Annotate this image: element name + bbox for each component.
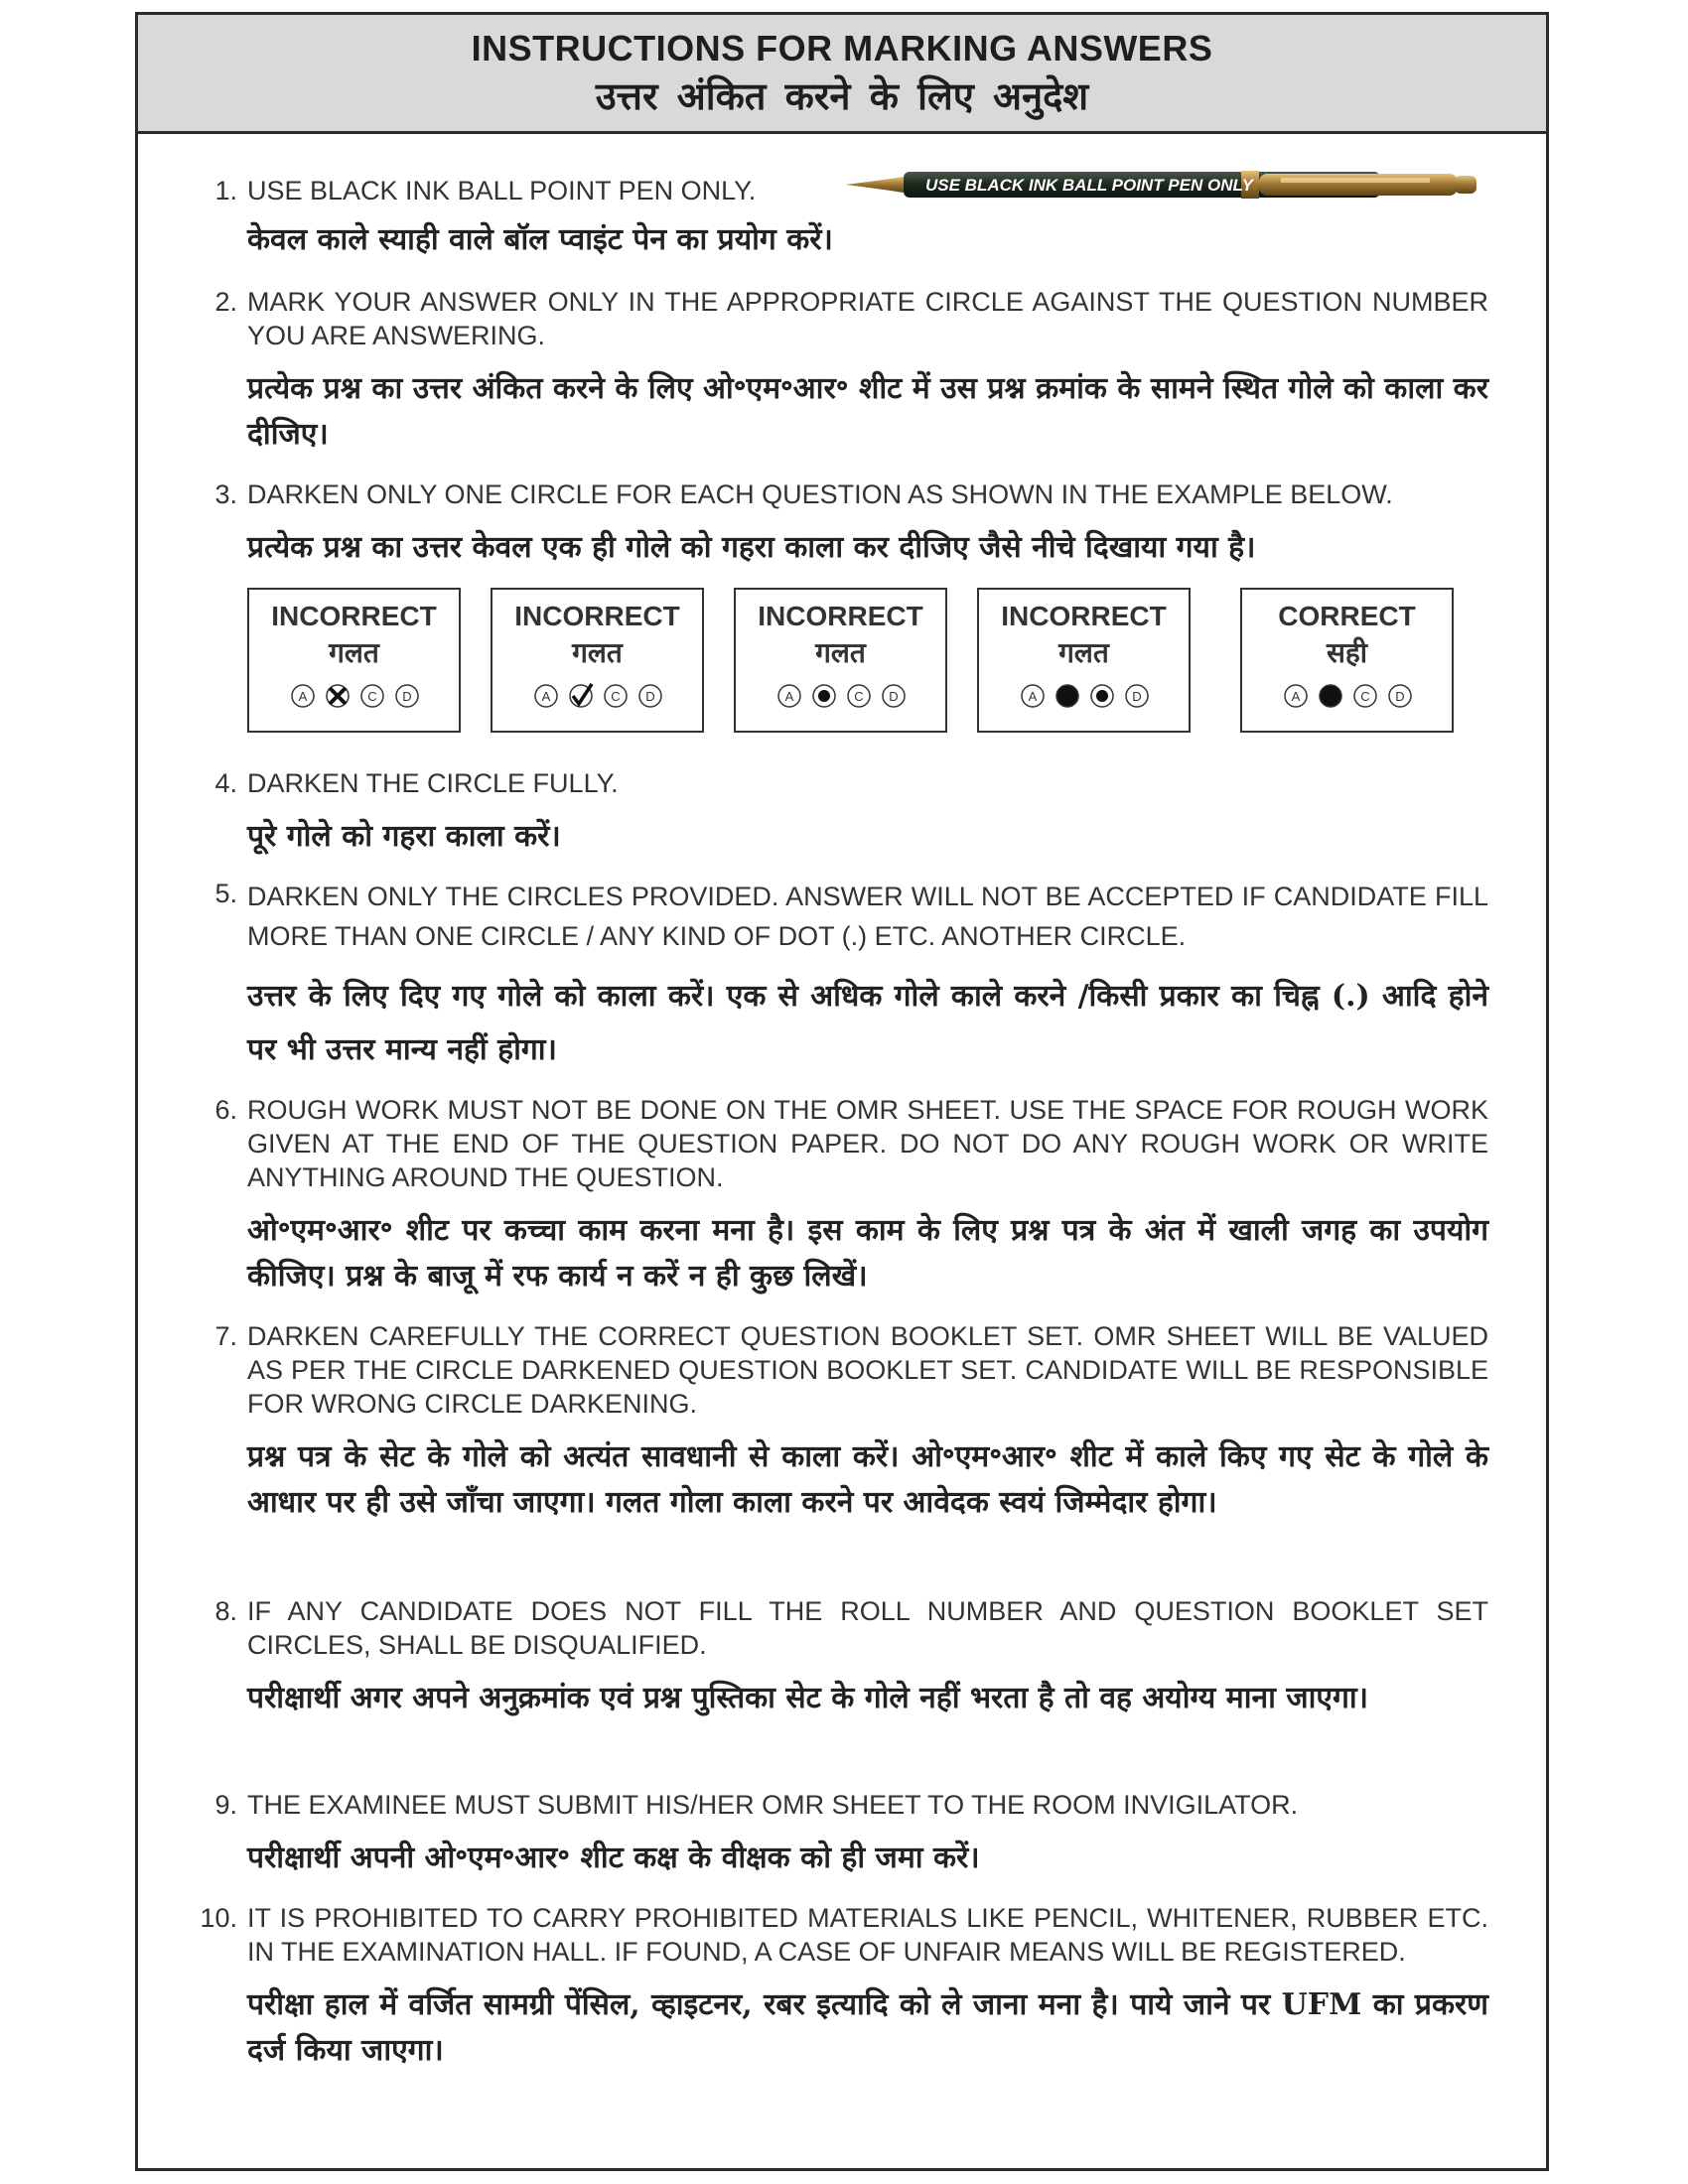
instruction-text-hi: प्रत्येक प्रश्न का उत्तर अंकित करने के लिए ओ॰एम॰आर॰ शीट में उस प्रश्न क्रमांक के सामने स्थित गोले को काला कर दीजिए।	[247, 371, 1488, 452]
answer-bubbles	[285, 681, 424, 711]
example-box	[977, 588, 1191, 733]
answer-bubbles	[1015, 681, 1154, 711]
item-number: 7.	[214, 1321, 237, 1351]
svg-text:C: C	[610, 689, 621, 704]
bubble-a	[778, 685, 800, 707]
svg-text:D: D	[401, 689, 412, 704]
svg-text:A: A	[541, 689, 550, 704]
answer-bubbles	[772, 681, 911, 711]
bubble-d	[396, 685, 418, 707]
bubble-c	[848, 685, 870, 707]
item-number: 4.	[214, 768, 237, 798]
instruction-item-3	[198, 478, 1488, 571]
bubble-c	[361, 685, 383, 707]
item-number: 2.	[214, 287, 237, 317]
bubble-b	[1320, 685, 1341, 707]
instruction-text-en: DARKEN ONLY ONE CIRCLE FOR EACH QUESTION AS SHOWN IN THE EXAMPLE BELOW.	[247, 479, 1393, 509]
dot-mark-icon	[1096, 690, 1108, 702]
instruction-item-5	[198, 877, 1488, 1077]
pen-label: USE BLACK INK BALL POINT PEN ONLY	[925, 176, 1253, 195]
svg-text:C: C	[1359, 689, 1370, 704]
instruction-text-hi: पूरे गोले को गहरा काला करें।	[247, 819, 561, 854]
svg-text:A: A	[298, 689, 307, 704]
bubble-b	[813, 685, 835, 707]
instruction-item-6	[198, 1093, 1488, 1299]
header	[138, 15, 1546, 134]
bubble-c	[1354, 685, 1376, 707]
example-label-hindi: गलत	[329, 636, 379, 669]
svg-text:C: C	[366, 689, 377, 704]
item-number: 9.	[214, 1790, 237, 1820]
example-label-hindi: गलत	[572, 636, 623, 669]
example-box	[1240, 588, 1454, 733]
example-box	[247, 588, 461, 733]
example-label: INCORRECT	[271, 601, 437, 631]
bubble-a	[535, 685, 557, 707]
example-label: INCORRECT	[514, 601, 680, 631]
instruction-text-hi: प्रश्न पत्र के सेट के गोले को अत्यंत सावधानी से काला करें। ओ॰एम॰आर॰ शीट में काले किए गए सेट के गोले के आधार पर ही उसे जाँचा जाएगा। गलत गोला काला करने पर आवेदक स्वयं जिम्मेदार होगा।	[247, 1439, 1488, 1520]
instruction-item-1	[198, 174, 1488, 263]
bubble-a	[292, 685, 314, 707]
example-label: INCORRECT	[1001, 601, 1167, 631]
item-number: 10.	[200, 1903, 237, 1933]
bubble-a	[1022, 685, 1044, 707]
example-label-hindi: गलत	[1058, 636, 1109, 669]
svg-text:D: D	[644, 689, 655, 704]
instruction-item-7	[198, 1319, 1488, 1526]
instruction-text-en: DARKEN ONLY THE CIRCLES PROVIDED. ANSWER WILL NOT BE ACCEPTED IF CANDIDATE FILL MORE THAN ONE CIRCLE / ANY KIND OF DOT (.) ETC. ANOTHER CIRCLE.	[247, 882, 1488, 951]
svg-text:A: A	[784, 689, 793, 704]
instruction-item-8	[198, 1594, 1488, 1721]
page-title: INSTRUCTIONS FOR MARKING ANSWERS	[471, 28, 1213, 68]
instruction-text-en: USE BLACK INK BALL POINT PEN ONLY.	[247, 176, 757, 205]
instruction-text-hi: ओ॰एम॰आर॰ शीट पर कच्चा काम करना मना है। इस काम के लिए प्रश्न पत्र के अंत में खाली जगह का उपयोग कीजिए। प्रश्न के बाजू में रफ कार्य न करें न ही कुछ लिखें।	[247, 1213, 1488, 1294]
item-number: 5.	[214, 879, 237, 908]
bubble-d	[883, 685, 905, 707]
dot-mark-icon	[818, 690, 830, 702]
instruction-item-9	[198, 1788, 1488, 1881]
instruction-text-en: DARKEN CAREFULLY THE CORRECT QUESTION BOOKLET SET. OMR SHEET WILL BE VALUED AS PER THE CIRCLE DARKENED QUESTION BOOKLET SET. CANDIDATE WILL BE RESPONSIBLE FOR WRONG CIRCLE DARKENING.	[247, 1321, 1488, 1419]
bubble-b	[1056, 685, 1078, 707]
bubble-c	[605, 685, 627, 707]
instruction-item-10	[198, 1901, 1488, 2074]
svg-text:D: D	[888, 689, 899, 704]
item-number: 3.	[214, 479, 237, 509]
svg-text:A: A	[1291, 689, 1300, 704]
instruction-text-en: ROUGH WORK MUST NOT BE DONE ON THE OMR SHEET. USE THE SPACE FOR ROUGH WORK GIVEN AT THE END OF THE QUESTION PAPER. DO NOT DO ANY ROUGH WORK OR WRITE ANYTHING AROUND THE QUESTION.	[247, 1095, 1488, 1192]
answer-bubbles	[528, 681, 667, 711]
instruction-text-hi: उत्तर के लिए दिए गए गोले को काला करें। एक से अधिक गोले काले करने /किसी प्रकार का चिह्न (.) आदि होने पर भी उत्तर मान्य नहीं होगा।	[247, 979, 1488, 1067]
example-box	[734, 588, 947, 733]
instruction-text-en: IT IS PROHIBITED TO CARRY PROHIBITED MATERIALS LIKE PENCIL, WHITENER, RUBBER ETC. IN THE EXAMINATION HALL. IF FOUND, A CASE OF UNFAIR MEANS WILL BE REGISTERED.	[247, 1903, 1488, 1967]
instruction-text-en: IF ANY CANDIDATE DOES NOT FILL THE ROLL NUMBER AND QUESTION BOOKLET SET CIRCLES, SHALL BE DISQUALIFIED.	[247, 1596, 1488, 1660]
instruction-sheet	[135, 12, 1549, 2171]
bubble-d	[639, 685, 661, 707]
example-label: CORRECT	[1278, 601, 1416, 631]
example-label: INCORRECT	[758, 601, 923, 631]
instruction-text-hi: परीक्षा हाल में वर्जित सामग्री पेंसिल, व्हाइटनर, रबर इत्यादि को ले जाना मना है। पाये जाने पर UFM का प्रकरण दर्ज किया जाएगा।	[247, 1987, 1488, 2068]
example-box	[491, 588, 704, 733]
bubble-d	[1126, 685, 1148, 707]
svg-text:A: A	[1028, 689, 1037, 704]
instruction-text-hi: परीक्षार्थी अगर अपने अनुक्रमांक एवं प्रश्न पुस्तिका सेट के गोले नहीं भरता है तो वह अयोग्य माना जाएगा।	[247, 1681, 1368, 1715]
item-number: 8.	[214, 1596, 237, 1626]
instruction-text-en: THE EXAMINEE MUST SUBMIT HIS/HER OMR SHEET TO THE ROOM INVIGILATOR.	[247, 1790, 1299, 1820]
instruction-text-en: MARK YOUR ANSWER ONLY IN THE APPROPRIATE CIRCLE AGAINST THE QUESTION NUMBER YOU ARE ANSWERING.	[247, 287, 1488, 350]
instruction-text-hi: प्रत्येक प्रश्न का उत्तर केवल एक ही गोले को गहरा काला कर दीजिए जैसे नीचे दिखाया गया है।	[247, 530, 1256, 565]
instruction-item-4	[198, 766, 1488, 860]
example-label-hindi: सही	[1326, 636, 1368, 669]
bubble-b	[570, 684, 592, 707]
svg-text:D: D	[1131, 689, 1142, 704]
answer-bubbles	[1278, 681, 1417, 711]
page-title-hindi: उत्तर अंकित करने के लिए अनुदेश	[595, 73, 1089, 118]
item-number: 1.	[214, 176, 237, 205]
instruction-text-hi: परीक्षार्थी अपनी ओ॰एम॰आर॰ शीट कक्ष के वीक्षक को ही जमा करें।	[247, 1841, 980, 1875]
instruction-text-en: DARKEN THE CIRCLE FULLY.	[247, 768, 619, 798]
bubble-c	[1091, 685, 1113, 707]
instruction-text-hi: केवल काले स्याही वाले बॉल प्वाइंट पेन का प्रयोग करें।	[247, 222, 833, 257]
bubble-b	[327, 685, 349, 707]
svg-text:C: C	[853, 689, 864, 704]
example-label-hindi: गलत	[815, 636, 866, 669]
bubble-a	[1285, 685, 1307, 707]
instruction-item-2	[198, 285, 1488, 458]
svg-text:D: D	[1394, 689, 1405, 704]
item-number: 6.	[214, 1095, 237, 1125]
bubble-d	[1389, 685, 1411, 707]
